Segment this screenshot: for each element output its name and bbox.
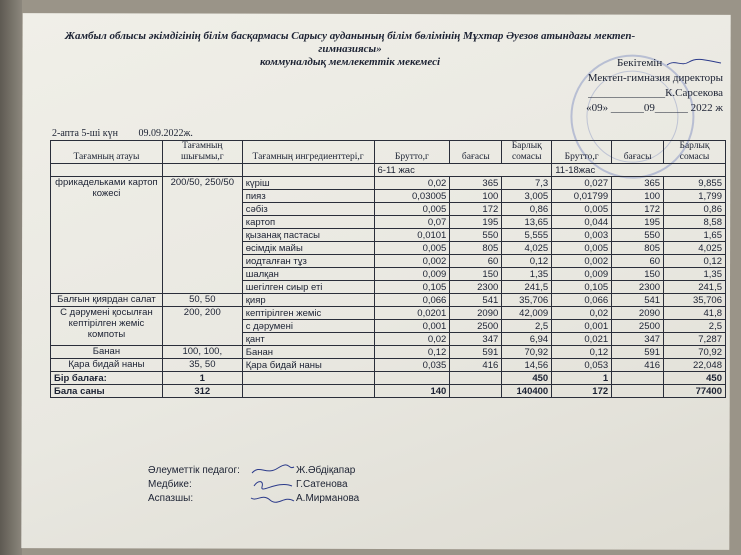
col-header: Барлық сомасы (664, 141, 726, 164)
sum-b: 4,025 (664, 242, 726, 255)
price-b: 805 (612, 242, 664, 255)
sum-b: 0,86 (664, 203, 726, 216)
ingredient: Қара бидай наны (242, 359, 374, 372)
pedagog-signature (248, 464, 296, 476)
sum-b: 22,048 (664, 359, 726, 372)
sum-b: 1,35 (664, 268, 726, 281)
col-header: Барлық сомасы (502, 141, 552, 164)
menu-day-line (52, 128, 211, 139)
brutto-a: 0,001 (374, 320, 450, 333)
price-b: 60 (612, 255, 664, 268)
price-a: 550 (450, 229, 502, 242)
col-header: Брутто,г (552, 141, 612, 164)
price-b: 2300 (612, 281, 664, 294)
signature-role: Аспазшы: (148, 493, 194, 504)
ingredient: кептірілген жеміс (242, 307, 374, 320)
brutto-a: 0,002 (374, 255, 450, 268)
dish-yield: 200, 200 (162, 307, 242, 346)
sum-a: 0,86 (502, 203, 552, 216)
price-b: 150 (612, 268, 664, 281)
children-count-row (51, 385, 726, 398)
ingredient: қияр (242, 294, 374, 307)
sum-a: 42,009 (502, 307, 552, 320)
dish-yield: 100, 100, (162, 346, 242, 359)
ingredient: шегілген сиыр еті (242, 281, 374, 294)
price-a: 365 (450, 177, 502, 190)
dish-name: Балғын қиярдан салат (51, 294, 163, 307)
menu-body (51, 177, 726, 372)
ingredient: Банан (242, 346, 374, 359)
photo-edge-shadow (0, 0, 22, 555)
signature-name: А.Мирманова (296, 493, 360, 504)
price-b: 2090 (612, 307, 664, 320)
sum-a: 3,005 (502, 190, 552, 203)
sum-b: 7,287 (664, 333, 726, 346)
dish-yield: 200/50, 250/50 (162, 177, 242, 294)
brutto-a: 0,0201 (374, 307, 450, 320)
table-row (51, 177, 726, 190)
per-child-sum-a: 450 (502, 372, 552, 385)
sum-a: 2,5 (502, 320, 552, 333)
signature-row (148, 492, 359, 506)
sum-a: 6,94 (502, 333, 552, 346)
brutto-b: 0,066 (552, 294, 612, 307)
col-header: бағасы (450, 141, 502, 164)
nurse-signature (248, 478, 296, 490)
price-a: 591 (450, 346, 502, 359)
price-b: 416 (612, 359, 664, 372)
children-label: Бала саны (51, 385, 163, 398)
brutto-a: 0,066 (374, 294, 450, 307)
ingredient: қызанақ пастасы (242, 229, 374, 242)
brutto-a: 0,0101 (374, 229, 450, 242)
col-header: Тағамның атауы (51, 141, 163, 164)
brutto-a: 0,005 (374, 203, 450, 216)
col-header: Тағамның ингредиенттері,г (242, 141, 374, 164)
children-a: 140 (374, 385, 450, 398)
table-header-row (51, 141, 726, 164)
sum-a: 70,92 (502, 346, 552, 359)
dish-name: Қара бидай наны (51, 359, 163, 372)
menu-date: 09.09.2022ж. (138, 128, 193, 139)
sum-b: 9,855 (664, 177, 726, 190)
price-a: 347 (450, 333, 502, 346)
sum-b: 2,5 (664, 320, 726, 333)
ingredient: қант (242, 333, 374, 346)
price-a: 2300 (450, 281, 502, 294)
signatures-block (148, 464, 359, 506)
price-a: 2090 (450, 307, 502, 320)
age-group-senior: 11-18жас (552, 164, 726, 177)
age-group-row (51, 164, 726, 177)
ingredient: шалқан (242, 268, 374, 281)
sum-a: 14,56 (502, 359, 552, 372)
brutto-b: 0,002 (552, 255, 612, 268)
price-a: 150 (450, 268, 502, 281)
signature-row (148, 464, 359, 478)
per-child-sum-b: 450 (664, 372, 726, 385)
price-b: 591 (612, 346, 664, 359)
per-child-count-b: 1 (552, 372, 612, 385)
title-line-2: коммуналдық мемлекеттік мекемесі (259, 56, 441, 68)
brutto-a: 0,105 (374, 281, 450, 294)
table-row (51, 346, 726, 359)
price-b: 2500 (612, 320, 664, 333)
sum-b: 1,65 (664, 229, 726, 242)
sum-a: 5,555 (502, 229, 552, 242)
children-sum-b: 77400 (664, 385, 726, 398)
ingredient: күріш (242, 177, 374, 190)
brutto-b: 0,001 (552, 320, 612, 333)
price-b: 347 (612, 333, 664, 346)
brutto-a: 0,07 (374, 216, 450, 229)
approval-day: «09» (586, 102, 609, 114)
sum-b: 241,5 (664, 281, 726, 294)
dish-name: фрикадельками картоп кожесі (51, 177, 163, 294)
table-row (51, 307, 726, 320)
brutto-b: 0,12 (552, 346, 612, 359)
price-a: 100 (450, 190, 502, 203)
sum-a: 13,65 (502, 216, 552, 229)
approval-month: 09 (643, 102, 655, 114)
price-a: 416 (450, 359, 502, 372)
sum-b: 8,58 (664, 216, 726, 229)
price-a: 805 (450, 242, 502, 255)
brutto-b: 0,027 (552, 177, 612, 190)
price-b: 550 (612, 229, 664, 242)
ingredient: пияз (242, 190, 374, 203)
brutto-a: 0,005 (374, 242, 450, 255)
children-b: 172 (552, 385, 612, 398)
title-line-1: Жамбыл облысы әкімдігінің білім басқармасы Сарысу ауданының білім бөлімінің Мұхтар Әуезов атындағы мектеп-гимназиясы» (64, 30, 636, 55)
sum-a: 4,025 (502, 242, 552, 255)
approval-label: Бекітемін (617, 57, 663, 69)
approval-name: К.Сарсекова (665, 87, 723, 99)
price-a: 2500 (450, 320, 502, 333)
col-header: Брутто,г (374, 141, 450, 164)
price-b: 365 (612, 177, 664, 190)
table-row (51, 294, 726, 307)
brutto-b: 0,009 (552, 268, 612, 281)
brutto-b: 0,01799 (552, 190, 612, 203)
dish-yield: 50, 50 (162, 294, 242, 307)
children-sum-a: 140400 (502, 385, 552, 398)
approval-block: Бекітемін Мектеп-гимназия директоры ______________К.Сарсекова «09» ______09______ 2022 ж (586, 57, 723, 114)
sum-b: 35,706 (664, 294, 726, 307)
sum-a: 7,3 (502, 177, 552, 190)
brutto-b: 0,005 (552, 242, 612, 255)
ingredient: картоп (242, 216, 374, 229)
brutto-b: 0,021 (552, 333, 612, 346)
table-row (51, 359, 726, 372)
ingredient: өсімдік майы (242, 242, 374, 255)
sum-a: 1,35 (502, 268, 552, 281)
brutto-a: 0,02 (374, 177, 450, 190)
sum-b: 0,12 (664, 255, 726, 268)
price-a: 195 (450, 216, 502, 229)
ingredient: сәбіз (242, 203, 374, 216)
price-a: 172 (450, 203, 502, 216)
brutto-a: 0,035 (374, 359, 450, 372)
sum-a: 0,12 (502, 255, 552, 268)
director-signature (665, 58, 723, 68)
signature-role: Әлеуметтік педагог: (148, 465, 240, 476)
sum-b: 70,92 (664, 346, 726, 359)
cook-signature (248, 492, 296, 504)
week-day: 2-апта 5-ші күн (52, 128, 118, 139)
brutto-b: 0,003 (552, 229, 612, 242)
price-b: 172 (612, 203, 664, 216)
price-b: 195 (612, 216, 664, 229)
ingredient: иодталған тұз (242, 255, 374, 268)
per-child-label: Бір балаға: (51, 372, 163, 385)
brutto-a: 0,03005 (374, 190, 450, 203)
brutto-a: 0,12 (374, 346, 450, 359)
sum-a: 35,706 (502, 294, 552, 307)
price-b: 541 (612, 294, 664, 307)
signature-row (148, 478, 359, 492)
brutto-b: 0,105 (552, 281, 612, 294)
dish-name: С дәрумені қосылған кептірілген жеміс компоты (51, 307, 163, 346)
col-header: Тағамның шығымы,г (162, 141, 242, 164)
brutto-b: 0,044 (552, 216, 612, 229)
per-child-row (51, 372, 726, 385)
brutto-a: 0,02 (374, 333, 450, 346)
brutto-b: 0,02 (552, 307, 612, 320)
document-title (40, 30, 663, 69)
dish-yield: 35, 50 (162, 359, 242, 372)
signature-name: Ж.Әбдіқапар (296, 465, 356, 476)
sum-a: 241,5 (502, 281, 552, 294)
dish-name: Банан (51, 346, 163, 359)
per-child-yield: 1 (162, 372, 242, 385)
ingredient: с дәрумені (242, 320, 374, 333)
sum-b: 41,8 (664, 307, 726, 320)
price-a: 541 (450, 294, 502, 307)
menu-table (50, 140, 726, 398)
signature-name: Г.Сатенова (296, 479, 348, 490)
signature-role: Медбике: (148, 479, 192, 490)
price-a: 60 (450, 255, 502, 268)
brutto-b: 0,005 (552, 203, 612, 216)
age-group-junior: 6-11 жас (374, 164, 552, 177)
approval-year: 2022 ж (690, 102, 723, 114)
children-yield: 312 (162, 385, 242, 398)
price-b: 100 (612, 190, 664, 203)
brutto-b: 0,053 (552, 359, 612, 372)
approval-position: Мектеп-гимназия директоры (587, 72, 723, 84)
col-header: бағасы (612, 141, 664, 164)
brutto-a: 0,009 (374, 268, 450, 281)
sum-b: 1,799 (664, 190, 726, 203)
